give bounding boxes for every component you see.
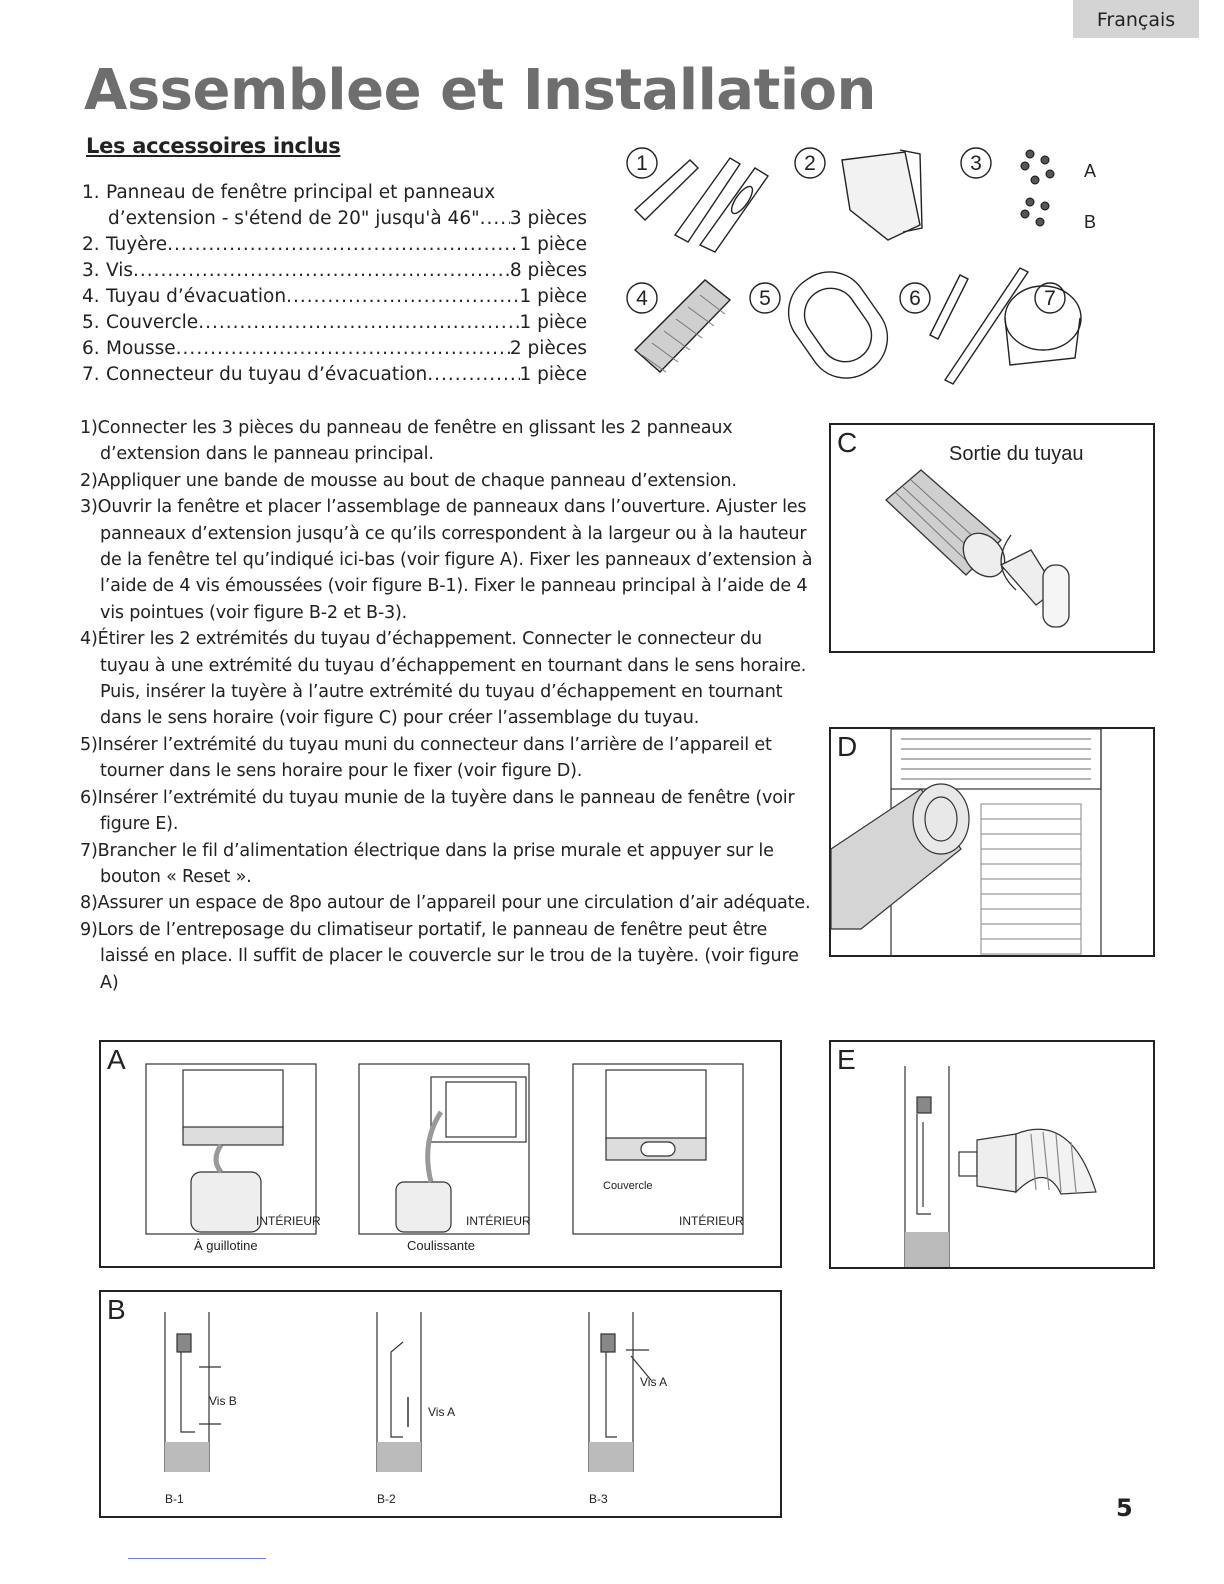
step-item: 3)Ouvrir la fenêtre et placer l’assemblage de panneaux dans l’ouverture. Ajuster les panneaux d’extension jusqu’à ce qu’ils correspondent à la largeur ou à la hauteur de la fenêtre tel qu’indiqué ici-bas (voir figure A). Fixer les panneaux d’extension à l’aide de 4 vis émoussées (voir figure B-1). Fixer le panneau principal à l’aide de 4 vis pointues (voir figure B-2 et B-3). <box>80 497 813 623</box>
figure-a <box>99 1040 782 1268</box>
figure-e <box>829 1040 1155 1269</box>
accessories-list <box>82 180 587 388</box>
page-title: Assemblee et Installation <box>84 58 876 123</box>
list-item: 3. Vis ..... 8 pièces <box>82 258 587 284</box>
step-item: 7)Brancher le fil d’alimentation électrique dans la prise murale et appuyer sur le bouton « Reset ». <box>80 840 774 887</box>
screw-b-label: Vis B <box>209 1394 237 1408</box>
unit-back-illustration <box>831 729 1157 959</box>
figure-b-letter: B <box>107 1294 126 1325</box>
step-item: 1)Connecter les 3 pièces du panneau de fenêtre en glissant les 2 panneaux d’extension dans le panneau principal. <box>80 418 733 465</box>
step-item: 6)Insérer l’extrémité du tuyau munie de la tuyère dans le panneau de fenêtre (voir figure E). <box>80 787 795 835</box>
list-item: d’extension - s'étend de 20" jusqu'à 46" ..... 3 pièces <box>82 206 587 232</box>
language-tab: Français <box>1073 0 1199 38</box>
caption-guillotine: À guillotine <box>194 1238 258 1253</box>
list-item: 4. Tuyau d’évacuation ..... 1 pièce <box>82 284 587 310</box>
screw-a-label-3: Vis A <box>640 1375 668 1389</box>
instruction-steps <box>80 415 815 996</box>
part-number-4: 4 <box>636 287 648 310</box>
part-number-5: 5 <box>759 287 771 310</box>
window-types-illustration <box>101 1042 784 1270</box>
screw-label-b: B <box>1084 212 1097 232</box>
list-item: 5. Couvercle ..... 1 pièce <box>82 310 587 336</box>
list-item: 2. Tuyère ..... 1 pièce <box>82 232 587 258</box>
hose-assembly-illustration <box>831 425 1157 655</box>
figure-c <box>829 423 1155 653</box>
figure-e-letter: E <box>837 1044 856 1075</box>
step-item: 5)Insérer l’extrémité du tuyau muni du connecteur dans l’arrière de l’appareil et tourner dans le sens horaire pour le fixer (voir figure D). <box>80 734 772 782</box>
figure-d-letter: D <box>837 731 858 762</box>
interior-label-1: INTÉRIEUR <box>256 1214 321 1228</box>
part-number-6: 6 <box>909 287 921 310</box>
accessories-heading: Les accessoires inclus <box>86 134 341 158</box>
step-item: 4)Étirer les 2 extrémités du tuyau d’échappement. Connecter le connecteur du tuyau à une extrémité du tuyau d’échappement en tournant dans le sens horaire. Puis, insérer la tuyère à l’autre extrémité du tuyau d’échappement en tournant dans le sens horaire (voir figure C) pour créer l’assemblage du tuyau. <box>80 629 807 729</box>
figure-d <box>829 727 1155 957</box>
figure-c-letter: C <box>837 427 858 458</box>
part-number-3: 3 <box>970 152 982 175</box>
page-number: 5 <box>1116 1494 1133 1522</box>
footer-rule <box>128 1558 266 1559</box>
list-item: 7. Connecteur du tuyau d’évacuation ..... 1 pièce <box>82 362 587 388</box>
screw-label-a: A <box>1084 161 1097 181</box>
step-item: 9)Lors de l’entreposage du climatiseur portatif, le panneau de fenêtre peut être laissé en place. Il suffit de placer le couvercle sur le trou de la tuyère. (voir figure A) <box>80 919 799 993</box>
cover-label: Couvercle <box>603 1180 653 1192</box>
figure-b3-label: B-3 <box>589 1492 608 1506</box>
figure-b2-label: B-2 <box>377 1492 396 1506</box>
figure-a-letter: A <box>107 1044 126 1075</box>
list-item: 1. Panneau de fenêtre principal et panneaux <box>82 182 496 203</box>
figure-b <box>99 1290 782 1518</box>
list-item: 6. Mousse ..... 2 pièces <box>82 336 587 362</box>
figure-c-caption: Sortie du tuyau <box>949 443 1084 465</box>
part-number-7: 7 <box>1044 287 1056 310</box>
interior-label-2: INTÉRIEUR <box>466 1214 531 1228</box>
step-item: 8)Assurer un espace de 8po autour de l’appareil pour une circulation d’air adéquate. <box>80 893 811 914</box>
part-number-1: 1 <box>636 152 648 175</box>
accessories-illustration <box>620 140 1097 390</box>
figure-b1-label: B-1 <box>165 1492 184 1506</box>
interior-label-3: INTÉRIEUR <box>679 1214 744 1228</box>
caption-sliding: Coulissante <box>407 1238 475 1253</box>
step-item: 2)Appliquer une bande de mousse au bout de chaque panneau d’extension. <box>80 470 737 491</box>
nozzle-window-illustration <box>831 1042 1157 1271</box>
part-number-2: 2 <box>804 152 816 175</box>
screw-a-label-2: Vis A <box>428 1405 456 1419</box>
